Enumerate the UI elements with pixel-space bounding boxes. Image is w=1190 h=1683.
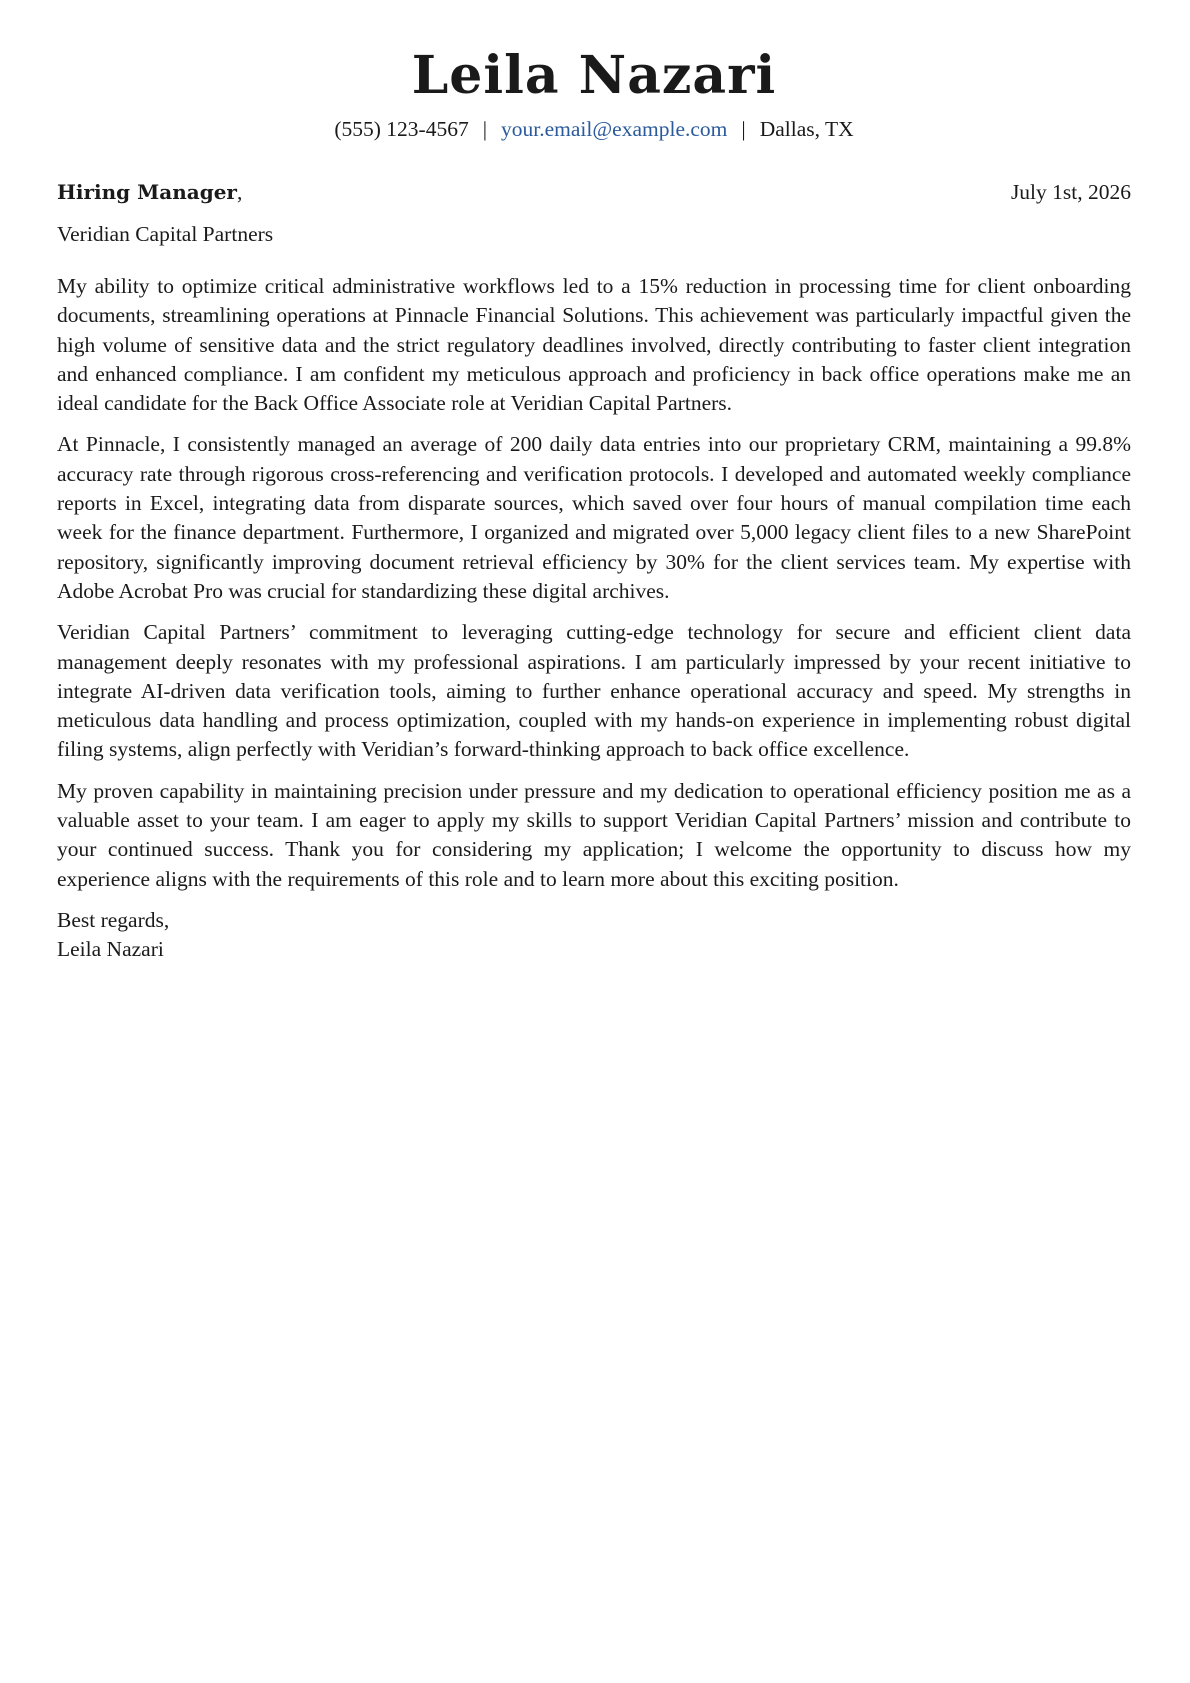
body-paragraph: At Pinnacle, I consistently managed an average of 200 daily data entries into our proprietary CRM, maintaining a 99.8% accuracy rate through rigorous cross-referencing and verification protocols. I developed and automated weekly compliance reports in Excel, integrating data from disparate sources, which saved over four hours of manual compilation time each week for the finance department. Furthermore, I organized and migrated over 5,000 legacy client files to a new SharePoint repository, significantly improving document retrieval efficiency by 30% for the client services team. My expertise with Adobe Acrobat Pro was crucial for standardizing these digital archives. — [57, 432, 1131, 603]
contact-line — [57, 114, 1131, 144]
letter-body — [57, 272, 1131, 894]
recipient-row — [57, 177, 1131, 207]
contact-separator: | — [482, 117, 488, 141]
body-paragraph: My proven capability in maintaining precision under pressure and my dedication to operational efficiency position me as a valuable asset to your team. I am eager to apply my skills to support Veridian Capital Partners’ mission and contribute to your continued success. Thank you for considering my application; I welcome the opportunity to discuss how my experience aligns with the requirements of this role and to learn more about this exciting position. — [57, 778, 1131, 891]
recipient-company: Veridian Capital Partners — [57, 222, 274, 246]
location: Dallas, TX — [759, 117, 854, 141]
body-paragraph: Veridian Capital Partners’ commitment to leveraging cutting-edge technology for secure and efficient client data management deeply resonates with my professional aspirations. I am particularly impressed by your recent initiative to integrate AI-driven data verification tools, aiming to further enhance operational accuracy and speed. My strengths in meticulous data handling and process optimization, coupled with my hands-on experience in implementing robust digital filing systems, align perfectly with Veridian’s forward-thinking approach to back office excellence. — [57, 620, 1131, 762]
email-link[interactable]: your.email@example.com — [501, 117, 728, 141]
applicant-name: Leila Nazari — [411, 45, 777, 106]
closing-salutation: Best regards, — [57, 907, 170, 932]
body-paragraph: My ability to optimize critical administrative workflows led to a 15% reduction in processing time for client onboarding documents, streamlining operations at Pinnacle Financial Solutions. This achievement was particularly impactful given the high volume of sensitive data and the strict regulatory deadlines involved, directly contributing to faster client integration and enhanced compliance. I am confident my meticulous approach and proficiency in back office operations make me an ideal candidate for the Back Office Associate role at Veridian Capital Partners. — [57, 274, 1131, 416]
contact-separator: | — [741, 117, 746, 141]
recipient-title-comma: , — [236, 180, 243, 204]
cover-letter — [57, 40, 1131, 965]
closing — [57, 906, 1131, 965]
recipient-title — [57, 177, 242, 207]
letter-date: July 1st, 2026 — [1010, 180, 1131, 204]
recipient-title-text: Hiring Manager — [57, 180, 237, 204]
phone-number: (555) 123-4567 — [334, 117, 469, 141]
signature: Leila Nazari — [57, 937, 164, 962]
